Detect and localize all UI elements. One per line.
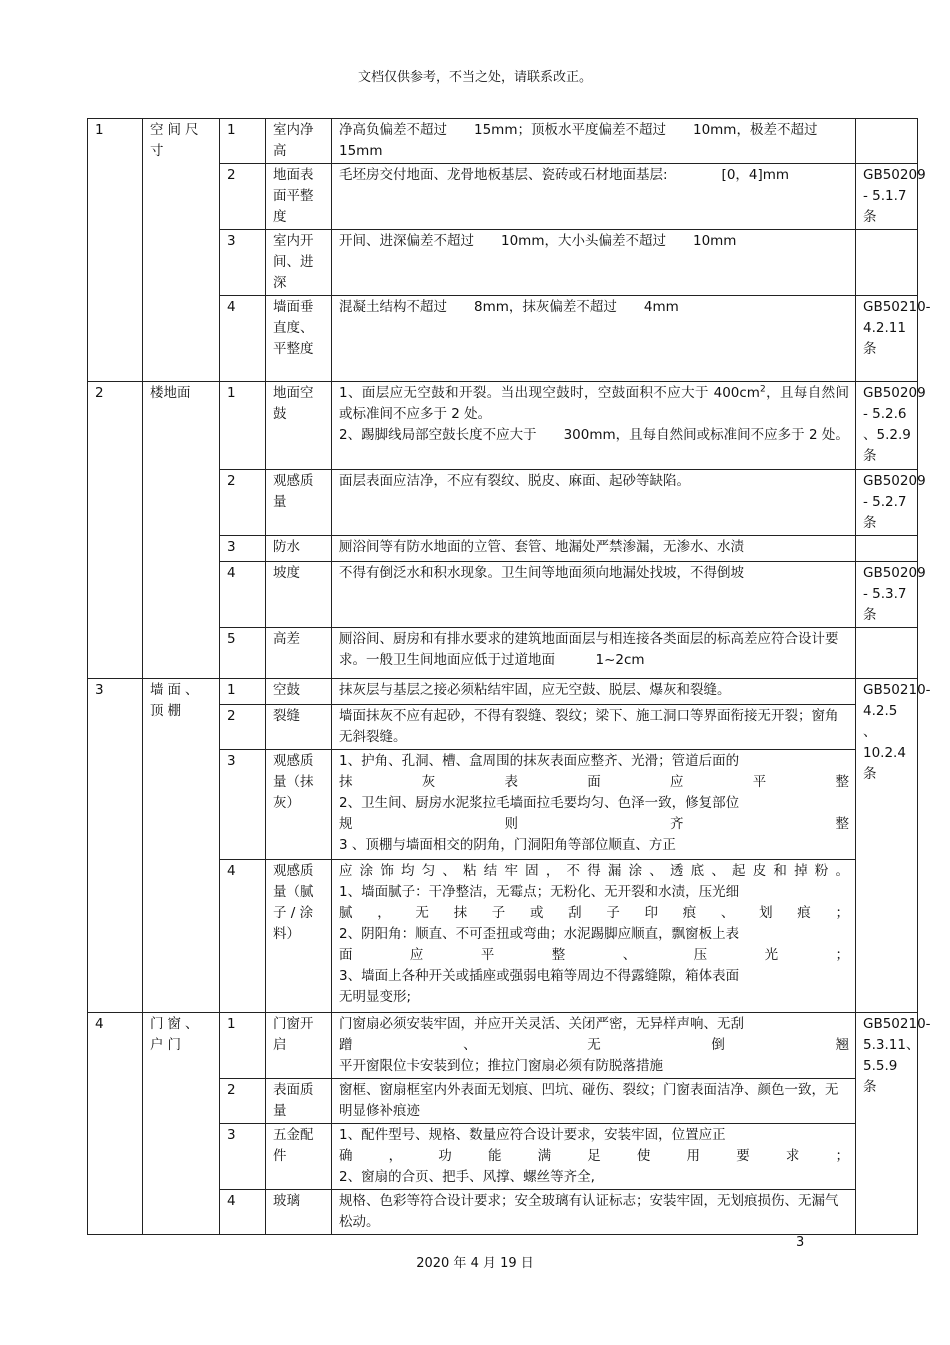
item-no: 2: [220, 470, 266, 536]
standard-ref: [856, 628, 918, 679]
item-no: 3: [220, 230, 266, 296]
item-requirement: 应涂饰均匀、粘结牢固，不得漏涂、透底、起皮和掉粉。 1、墙面腻子：干净整洁，无霉点；无粉化、无开裂和水渍，压光细 腻，无抹子或刮子印痕、划痕； 2、阴阳角：顺直、不可歪扭或弯曲；水泥踢脚应顺直，飘窗板上表 面应平整、压光； 3、墙面上各种开关或插座或强弱电箱等周边不得露缝隙，箱体表面 无明显变形;: [332, 860, 856, 1013]
item-no: 4: [220, 1190, 266, 1235]
item-no: 1: [220, 1013, 266, 1079]
section-category: 空间尺寸: [143, 119, 220, 382]
item-requirement: 门窗扇必须安装牢固，并应开关灵活、关闭严密，无异样声响、无刮 蹭、无倒翘 平开窗限位卡安装到位；推拉门窗扇必须有防脱落措施: [332, 1013, 856, 1079]
item-no: 1: [220, 679, 266, 705]
item-name: 高差: [266, 628, 332, 679]
table-row: [88, 382, 918, 470]
item-name: 地面表面平整度: [266, 164, 332, 230]
item-requirement: 开间、进深偏差不超过 10mm，大小头偏差不超过 10mm: [332, 230, 856, 296]
item-name: 室内开间、进深: [266, 230, 332, 296]
item-no: 2: [220, 164, 266, 230]
standard-ref: GB50209 - 5.1.7 条: [856, 164, 918, 230]
item-name: 墙面垂直度、平整度: [266, 296, 332, 382]
standard-ref: [856, 230, 918, 296]
item-requirement: 1、护角、孔洞、槽、盒周围的抹灰表面应整齐、光滑；管道后面的 抹灰表面应平整 2、卫生间、厨房水泥浆拉毛墙面拉毛要均匀、色泽一致，修复部位 规则齐整 3 、顶棚与墙面相交的阴角，门洞阳角等部位顺直、方正: [332, 750, 856, 860]
item-no: 4: [220, 562, 266, 628]
item-no: 3: [220, 536, 266, 562]
item-name: 室内净高: [266, 119, 332, 164]
item-no: 3: [220, 750, 266, 860]
standard-ref: [856, 119, 918, 164]
standard-ref: [856, 536, 918, 562]
inspection-table: [87, 118, 931, 1235]
section-no: 2: [88, 382, 143, 679]
item-requirement: 1、配件型号、规格、数量应符合设计要求，安装牢固，位置应正 确，功能满足使用要求； 2、窗扇的合页、把手、风撑、螺丝等齐全,: [332, 1124, 856, 1190]
footer-date: 2020 年 4 月 19 日: [416, 1256, 534, 1271]
section-category: 墙面、顶棚: [143, 679, 220, 1013]
page-number: 3: [796, 1235, 805, 1250]
standard-ref: GB50209 - 5.2.6 、5.2.9 条: [856, 382, 918, 470]
item-name: 坡度: [266, 562, 332, 628]
item-no: 2: [220, 705, 266, 750]
item-no: 1: [220, 119, 266, 164]
section-category: 楼地面: [143, 382, 220, 679]
item-name: 门窗开启: [266, 1013, 332, 1079]
table-row: [88, 679, 918, 705]
item-requirement: 不得有倒泛水和积水现象。卫生间等地面须向地漏处找坡，不得倒坡: [332, 562, 856, 628]
table-row: [88, 119, 918, 164]
item-name: 玻璃: [266, 1190, 332, 1235]
item-requirement: 净高负偏差不超过 15mm；顶板水平度偏差不超过 10mm，极差不超过 15mm: [332, 119, 856, 164]
item-no: 2: [220, 1079, 266, 1124]
item-name: 五金配件: [266, 1124, 332, 1190]
item-name: 观感质量（腻子 / 涂料）: [266, 860, 332, 1013]
section-no: 4: [88, 1013, 143, 1235]
item-requirement: 规格、色彩等符合设计要求；安全玻璃有认证标志；安装牢固，无划痕损伤、无漏气松动。: [332, 1190, 856, 1235]
item-name: 观感质量（抹灰）: [266, 750, 332, 860]
section-no: 1: [88, 119, 143, 382]
item-requirement: 厕浴间等有防水地面的立管、套管、地漏处严禁渗漏，无渗水、水渍: [332, 536, 856, 562]
item-requirement: 厕浴间、厨房和有排水要求的建筑地面面层与相连接各类面层的标高差应符合设计要求。一般卫生间地面应低于过道地面 1~2cm: [332, 628, 856, 679]
item-name: 裂缝: [266, 705, 332, 750]
standard-ref: GB50209 - 5.2.7 条: [856, 470, 918, 536]
item-no: 1: [220, 382, 266, 470]
standard-ref: GB50210- 5.3.11、5.5.9 条: [856, 1013, 918, 1235]
item-requirement: 混凝土结构不超过 8mm，抹灰偏差不超过 4mm: [332, 296, 856, 382]
section-no: 3: [88, 679, 143, 1013]
item-name: 表面质量: [266, 1079, 332, 1124]
item-requirement: 窗框、窗扇框室内外表面无划痕、凹坑、碰伤、裂纹；门窗表面洁净、颜色一致，无明显修补痕迹: [332, 1079, 856, 1124]
item-requirement: 抹灰层与基层之接必须粘结牢固，应无空鼓、脱层、爆灰和裂缝。: [332, 679, 856, 705]
section-category: 门窗、户门: [143, 1013, 220, 1235]
item-requirement: 毛坯房交付地面、龙骨地板基层、瓷砖或石材地面基层: [0，4]mm: [332, 164, 856, 230]
standard-ref: GB50210- 4.2.11 条: [856, 296, 918, 382]
item-requirement: 墙面抹灰不应有起砂，不得有裂缝、裂纹；梁下、施工洞口等界面衔接无开裂；窗角无斜裂缝。: [332, 705, 856, 750]
item-no: 4: [220, 296, 266, 382]
item-name: 防水: [266, 536, 332, 562]
item-no: 3: [220, 1124, 266, 1190]
item-name: 地面空鼓: [266, 382, 332, 470]
item-name: 空鼓: [266, 679, 332, 705]
item-requirement: 面层表面应洁净，不应有裂纹、脱皮、麻面、起砂等缺陷。: [332, 470, 856, 536]
item-no: 4: [220, 860, 266, 1013]
item-no: 5: [220, 628, 266, 679]
item-requirement: 1、面层应无空鼓和开裂。当出现空鼓时，空鼓面积不应大于 $400cm^2$，且每自然间或标准间不应多于 2 处。 2、踢脚线局部空鼓长度不应大于 300mm，且每自然间或标准间不应多于 2 处。: [332, 382, 856, 470]
item-name: 观感质量: [266, 470, 332, 536]
standard-ref: GB50209 - 5.3.7 条: [856, 562, 918, 628]
standard-ref: GB50210- 4.2.5 、10.2.4 条: [856, 679, 918, 1013]
table-row: [88, 1013, 918, 1079]
header-note: 文档仅供参考，不当之处，请联系改正。: [357, 70, 592, 85]
